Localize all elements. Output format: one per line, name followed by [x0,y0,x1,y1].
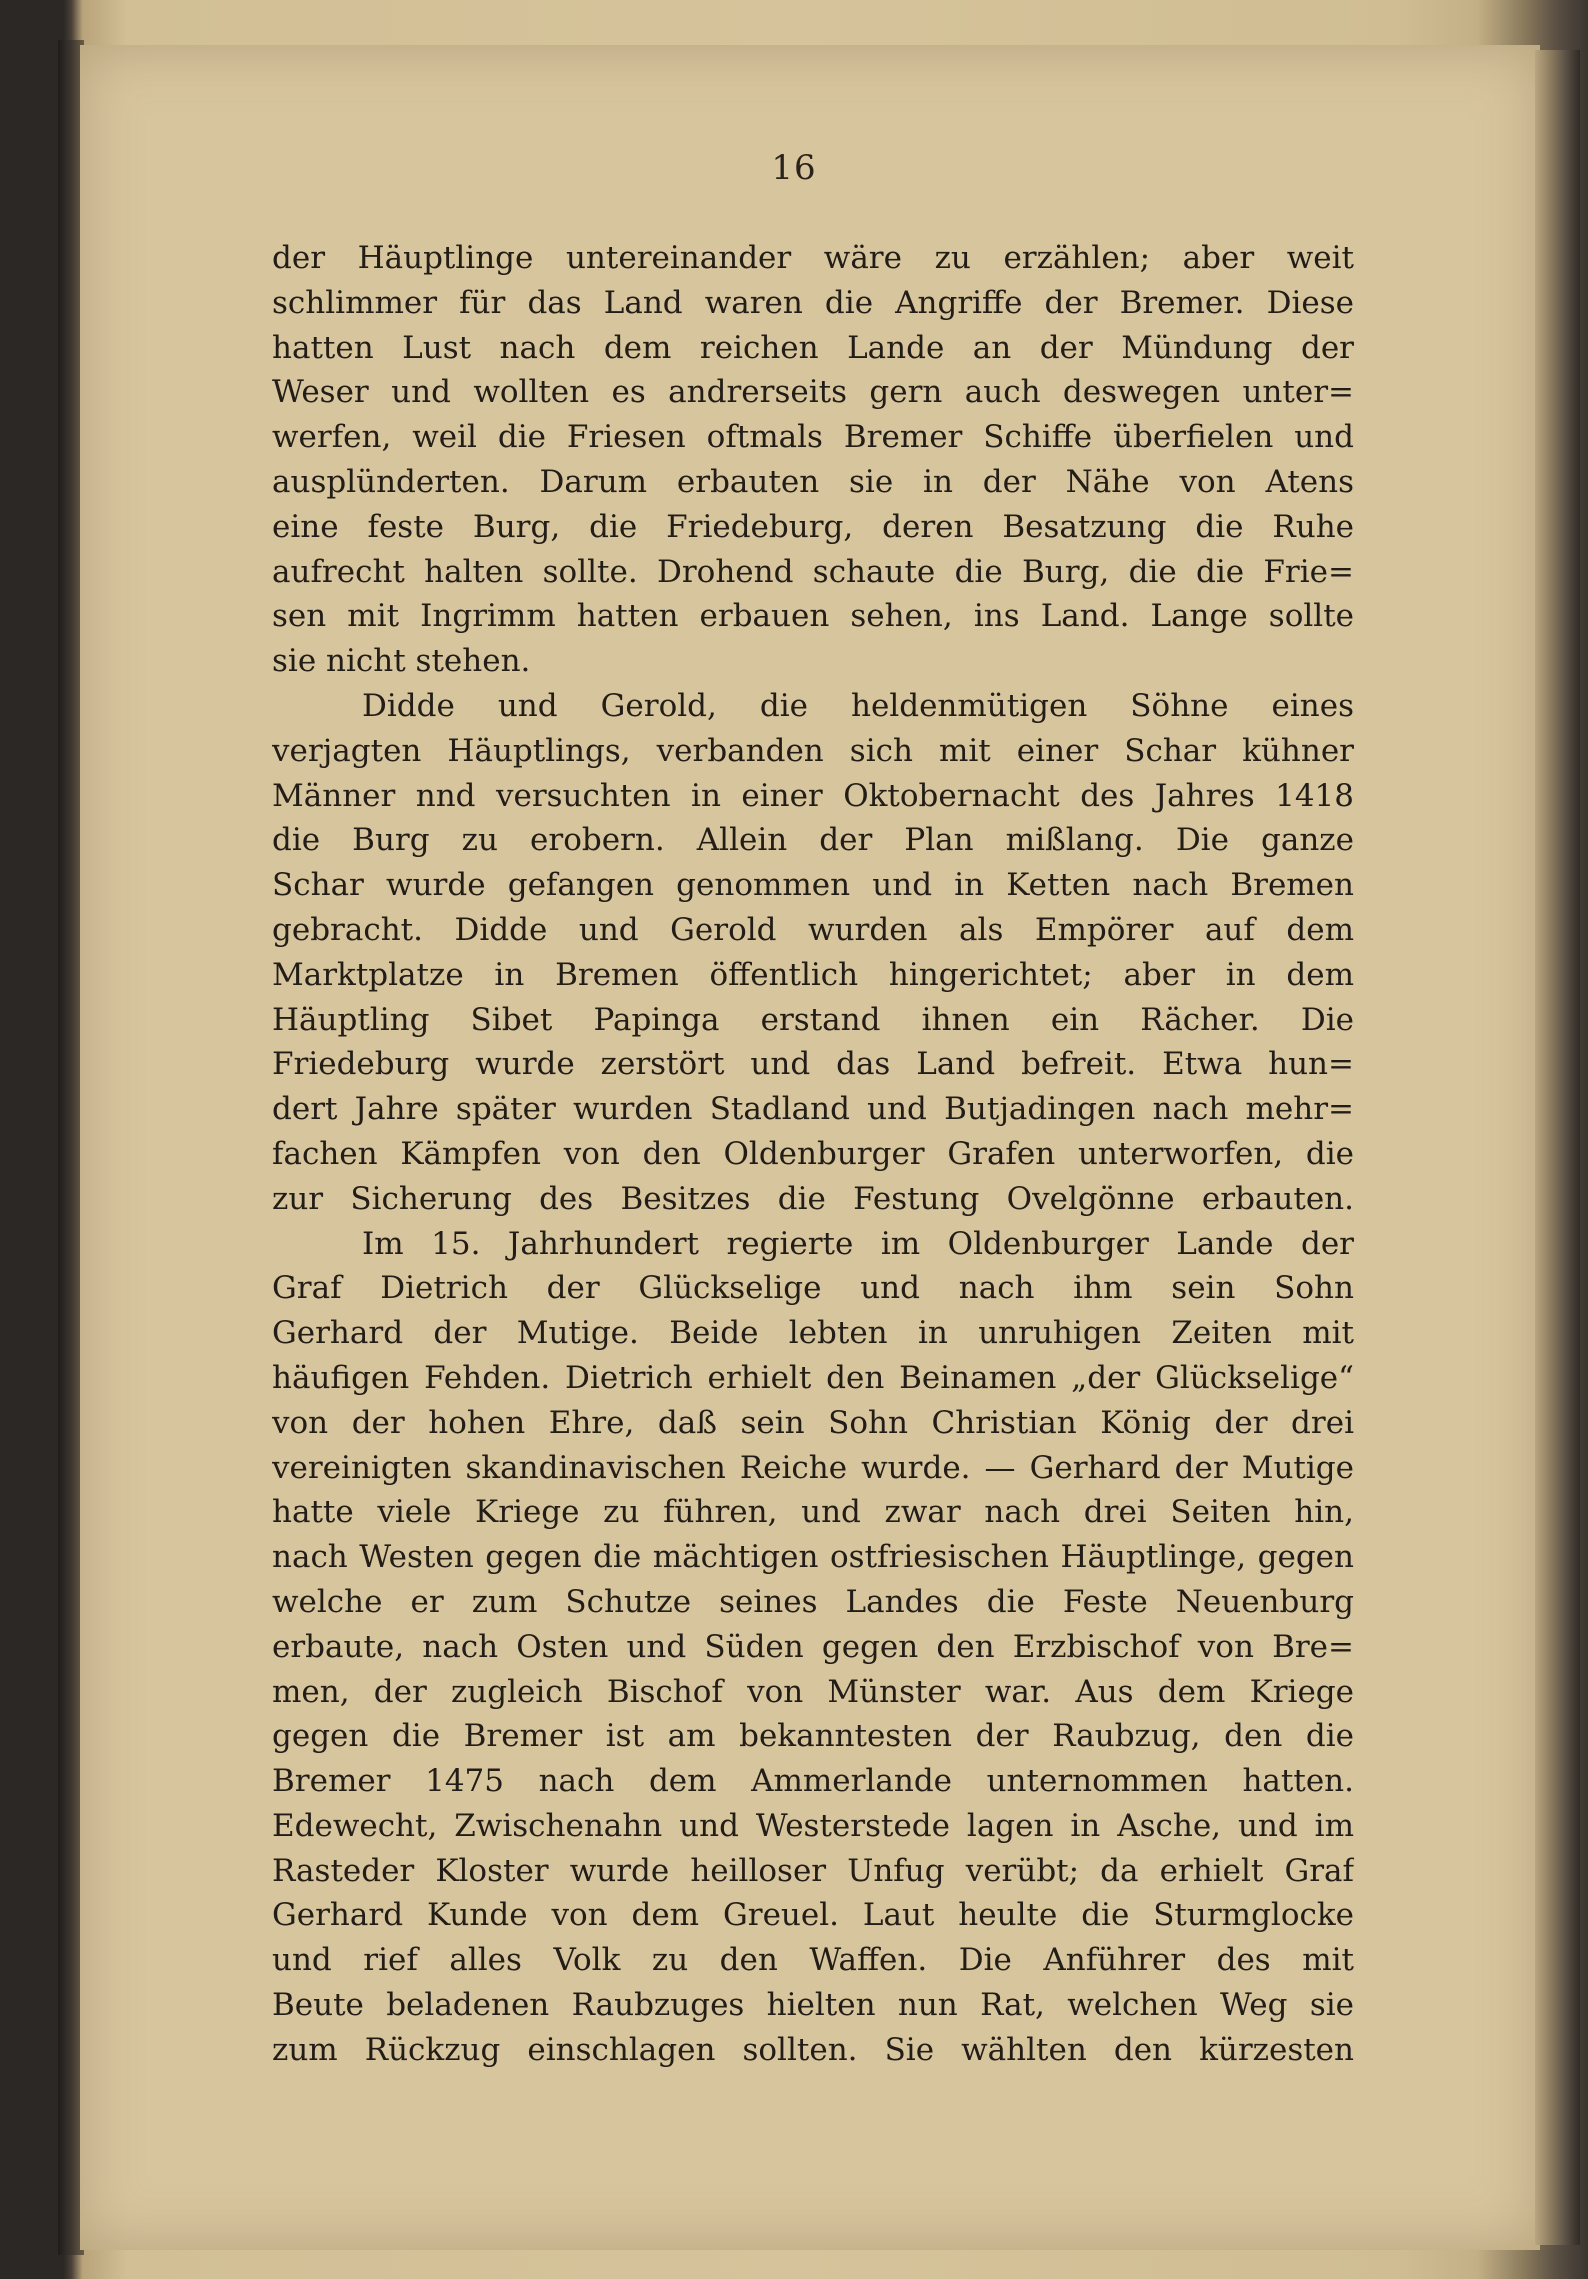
text-line: erbaute, nach Osten und Süden gegen den Erzbischof von Bre= [272,1628,1354,1665]
text-line: verjagten Häuptlings, verbanden sich mit einer Schar kühner [272,732,1354,769]
body-text [272,236,1354,2073]
text-line: vereinigten skandinavischen Reiche wurde. — Gerhard der Mutige [272,1449,1354,1486]
text-line: schlimmer für das Land waren die Angriffe der Bremer. Diese [272,284,1354,321]
paragraph [272,236,1354,684]
text-line: Beute beladenen Raubzuges hielten nun Rat, welchen Weg sie [272,1987,1354,2024]
text-line: werfen, weil die Friesen oftmals Bremer Schiffe überfielen und [272,419,1354,456]
text-line: von der hohen Ehre, daß sein Sohn Christian König der drei [272,1404,1354,1441]
text-line: Häuptling Sibet Papinga erstand ihnen ein Rächer. Die [272,1001,1354,1038]
text-line: häufigen Fehden. Dietrich erhielt den Beinamen „der Glückselige“ [272,1359,1354,1396]
text-line: aufrecht halten sollte. Drohend schaute die Burg, die die Frie= [272,553,1354,590]
text-line: der Häuptlinge untereinander wäre zu erzählen; aber weit [272,240,1354,276]
text-line: Bremer 1475 nach dem Ammerlande unternommen hatten. [272,1763,1354,1800]
text-line: gebracht. Didde und Gerold wurden als Empörer auf dem [272,911,1354,948]
text-line: sie nicht stehen. [272,643,531,680]
text-line: und rief alles Volk zu den Waffen. Die Anführer des mit [272,1942,1354,1979]
text-line: welche er zum Schutze seines Landes die Feste Neuenburg [272,1583,1354,1620]
text-line: nach Westen gegen die mächtigen ostfriesischen Häuptlinge, gegen [272,1539,1354,1576]
text-line: ausplünderten. Darum erbauten sie in der Nähe von Atens [272,463,1354,500]
text-line: hatten Lust nach dem reichen Lande an der Mündung der [272,329,1354,366]
text-line: sen mit Ingrimm hatten erbauen sehen, ins Land. Lange sollte [272,598,1354,635]
text-line: gegen die Bremer ist am bekanntesten der Raubzug, den die [272,1718,1354,1755]
text-line: Weser und wollten es andrerseits gern auch deswegen unter= [272,374,1354,411]
text-line: Edewecht, Zwischenahn und Westerstede lagen in Asche, und im [272,1807,1354,1844]
text-line: dert Jahre später wurden Stadland und Butjadingen nach mehr= [272,1091,1354,1128]
text-line: zum Rückzug einschlagen sollten. Sie wählten den kürzesten [272,2031,1354,2068]
page-edge [1535,50,1580,2245]
text-line: Männer nnd versuchten in einer Oktobernacht des Jahres 1418 [272,777,1354,814]
text-line: die Burg zu erobern. Allein der Plan mißlang. Die ganze [272,822,1354,859]
text-line: eine feste Burg, die Friedeburg, deren Besatzung die Ruhe [272,508,1354,545]
text-line: zur Sicherung des Besitzes die Festung Ovelgönne erbauten. [272,1180,1354,1217]
text-line: Rasteder Kloster wurde heilloser Unfug verübt; da erhielt Graf [272,1852,1354,1889]
paragraph [272,684,1354,1222]
text-line: Didde und Gerold, die heldenmütigen Söhne eines [362,687,1354,724]
text-line: Im 15. Jahrhundert regierte im Oldenburger Lande der [362,1225,1354,1262]
text-line: men, der zugleich Bischof von Münster war. Aus dem Kriege [272,1673,1354,1710]
text-line: Gerhard der Mutige. Beide lebten in unruhigen Zeiten mit [272,1315,1354,1352]
text-line: Graf Dietrich der Glückselige und nach ihm sein Sohn [272,1270,1354,1307]
text-line: Friedeburg wurde zerstört und das Land befreit. Etwa hun= [272,1046,1354,1083]
paragraph [272,1222,1354,2073]
text-line: Gerhard Kunde von dem Greuel. Laut heulte die Sturmglocke [272,1897,1354,1934]
text-line: hatte viele Kriege zu führen, und zwar nach drei Seiten hin, [272,1494,1354,1531]
page-number: 16 [771,148,817,188]
text-line: fachen Kämpfen von den Oldenburger Grafen unterworfen, die [272,1135,1354,1172]
text-line: Schar wurde gefangen genommen und in Ketten nach Bremen [272,867,1354,904]
text-line: Marktplatze in Bremen öffentlich hingerichtet; aber in dem [272,956,1354,993]
